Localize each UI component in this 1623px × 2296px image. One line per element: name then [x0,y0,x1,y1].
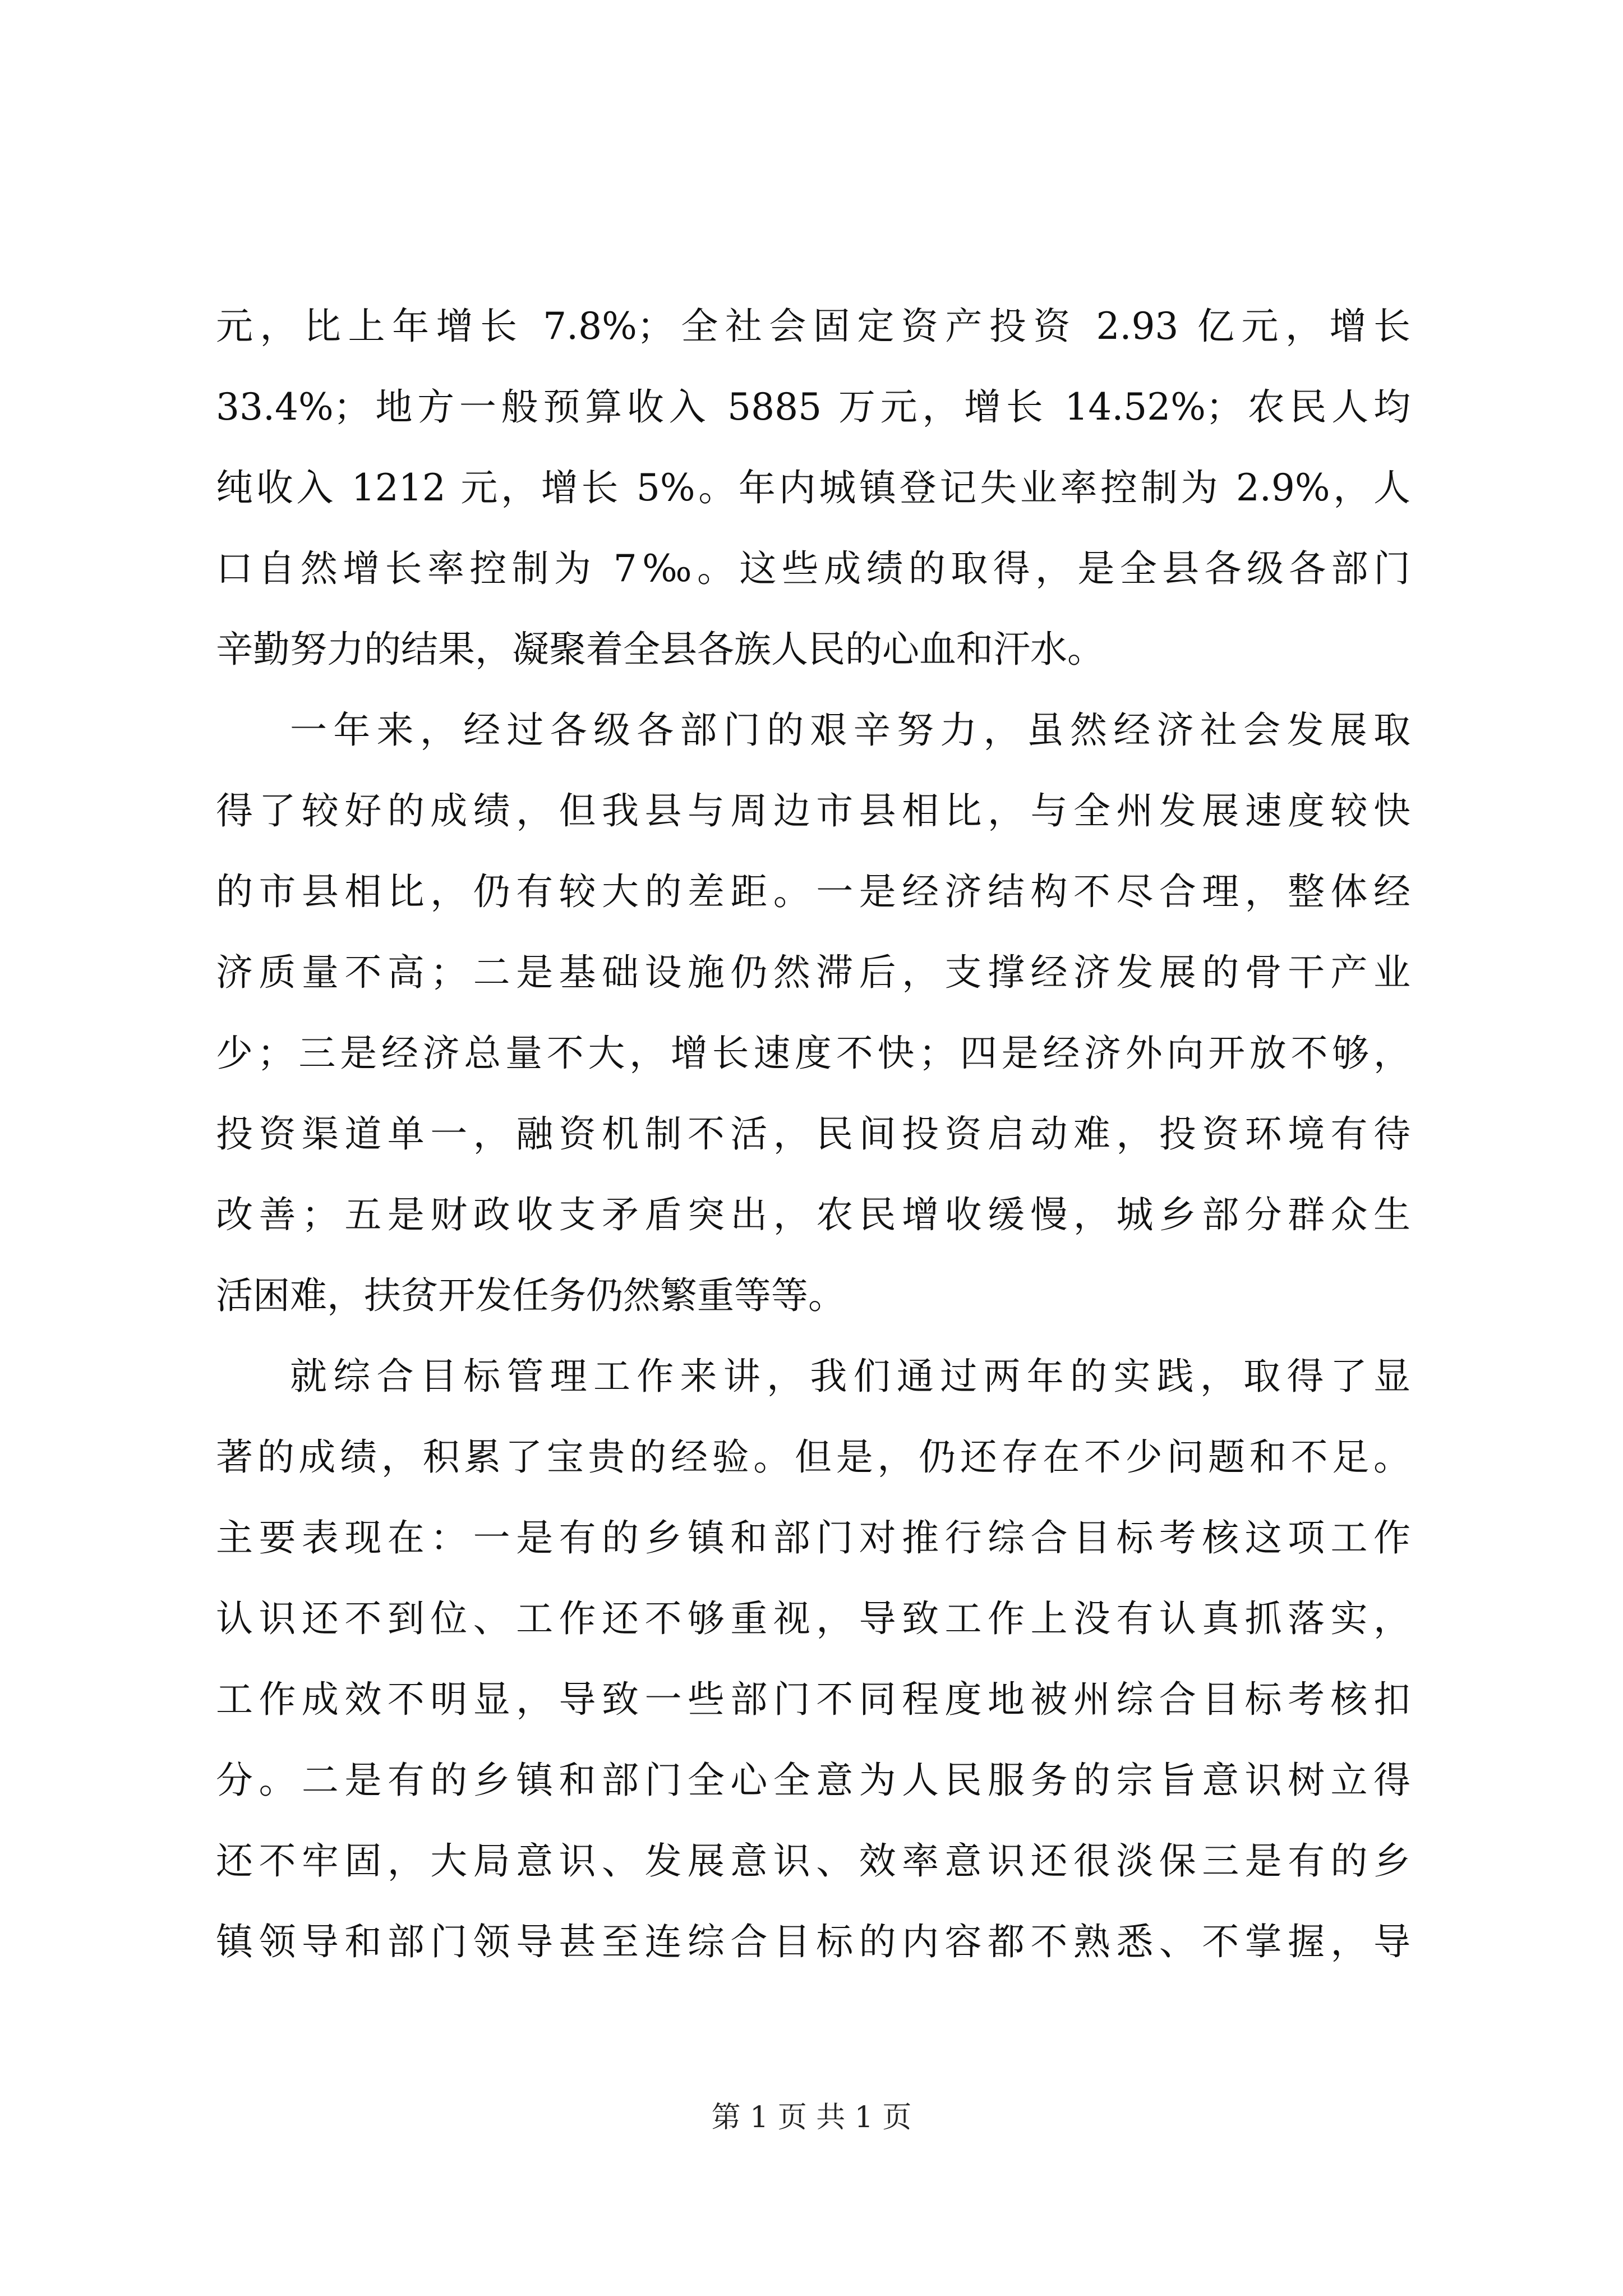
paragraph-1 [216,286,1410,690]
text-line: 活困难，扶贫开发任务仍然繁重等等。 [216,1274,845,1317]
text-line: 投资渠道单一，融资机制不活，民间投资启动难，投资环境有待 [216,1112,1410,1156]
text-line: 少；三是经济总量不大，增长速度不快；四是经济外向开放不够， [216,1032,1410,1075]
text-line: 辛勤努力的结果，凝聚着全县各族人民的心血和汗水。 [216,628,1104,671]
text-line: 镇领导和部门领导甚至连综合目标的内容都不熟悉、不掌握，导 [216,1920,1410,1963]
text-line: 还不牢固，大局意识、发展意识、效率意识还很淡保三是有的乡 [216,1839,1410,1883]
text-line: 33.4%；地方一般预算收入 5885 万元，增长 14.52%；农民人均 [216,385,1410,429]
text-line: 主要表现在：一是有的乡镇和部门对推行综合目标考核这项工作 [216,1516,1410,1559]
text-line: 济质量不高；二是基础设施仍然滞后，支撑经济发展的骨干产业 [216,951,1410,994]
text-line: 一年来，经过各级各部门的艰辛努力，虽然经济社会发展取 [290,708,1410,752]
page-footer: 第 1 页 共 1 页 [711,2101,912,2134]
text-line: 就综合目标管理工作来讲，我们通过两年的实践，取得了显 [290,1355,1410,1398]
text-line: 改善；五是财政收支矛盾突出，农民增收缓慢，城乡部分群众生 [216,1193,1410,1236]
body-text [216,286,1410,1982]
text-line: 口自然增长率控制为 7‰。这些成绩的取得，是全县各级各部门 [216,547,1410,590]
text-line: 得了较好的成绩，但我县与周边市县相比，与全州发展速度较快 [216,789,1410,832]
text-line: 著的成绩，积累了宝贵的经验。但是，仍还存在不少问题和不足。 [216,1435,1410,1479]
paragraph-2 [216,690,1410,1336]
text-line: 认识还不到位、工作还不够重视，导致工作上没有认真抓落实， [216,1597,1410,1640]
text-line: 元，比上年增长 7.8%；全社会固定资产投资 2.93 亿元，增长 [216,305,1410,348]
text-line: 分。二是有的乡镇和部门全心全意为人民服务的宗旨意识树立得 [216,1759,1410,1802]
text-line: 的市县相比，仍有较大的差距。一是经济结构不尽合理，整体经 [216,870,1410,913]
text-line: 工作成效不明显，导致一些部门不同程度地被州综合目标考核扣 [216,1678,1410,1721]
text-line: 纯收入 1212 元，增长 5%。年内城镇登记失业率控制为 2.9%，人 [216,466,1410,509]
paragraph-3 [216,1336,1410,1982]
